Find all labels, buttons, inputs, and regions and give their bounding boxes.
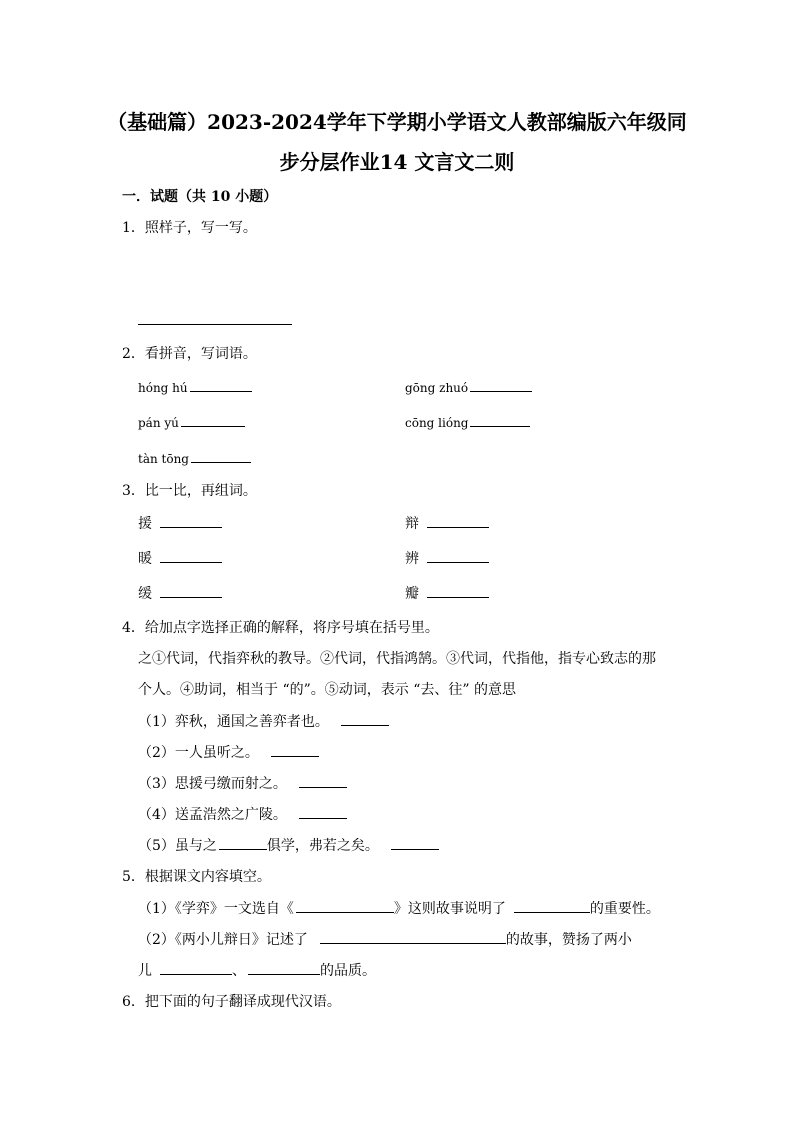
pinyin-item (138, 412, 245, 430)
answer-blank[interactable] (191, 448, 251, 463)
answer-blank[interactable] (470, 377, 532, 392)
answer-blank[interactable] (160, 960, 232, 975)
question-4-sub-5 (138, 835, 439, 855)
answer-blank[interactable] (427, 548, 489, 563)
sub-question-text: （1）弈秋，通国之善弈者也。 (138, 714, 329, 730)
pinyin-item (138, 448, 251, 466)
answer-blank[interactable] (296, 898, 394, 913)
document-title-line-1: （基础篇）2023-2024学年下学期小学语文人教部编版六年级同 (107, 110, 687, 134)
answer-blank[interactable] (320, 929, 506, 944)
compare-char: 瓣 (405, 586, 419, 602)
compare-char: 援 (138, 516, 152, 532)
compare-char-item (138, 513, 222, 533)
answer-blank[interactable] (160, 548, 222, 563)
sub-question-text: 俱学，弗若之矣。 (266, 838, 379, 854)
sub-question-text: （5）虽与之 (138, 838, 217, 854)
question-5-stem: 5．根据课文内容填空。 (122, 869, 271, 885)
question-5-line-2 (138, 929, 632, 949)
answer-blank[interactable] (219, 835, 267, 850)
compare-char-item (138, 583, 222, 603)
question-5-line-3 (138, 960, 376, 980)
question-2-stem: 2．看拼音，写词语。 (122, 346, 257, 362)
fill-text: （2）《两小儿辩日》记述了 (138, 932, 308, 948)
sub-question-text: （2）一人虽听之。 (138, 745, 259, 761)
question-4-sub-2 (138, 742, 319, 762)
answer-blank[interactable] (190, 377, 252, 392)
compare-char: 暖 (138, 551, 152, 567)
compare-char: 辨 (405, 551, 419, 567)
answer-blank[interactable] (271, 742, 319, 757)
question-6-stem: 6．把下面的句子翻译成现代汉语。 (122, 994, 341, 1010)
question-1-stem: 1．照样子，写一写。 (122, 220, 257, 236)
fill-text: （1）《学弈》一文选自《 (138, 901, 294, 917)
answer-blank[interactable] (160, 583, 222, 598)
question-4-stem: 4．给加点字选择正确的解释，将序号填在括号里。 (122, 620, 439, 636)
question-4-options-line-1: 之①代词，代指弈秋的教导。②代词，代指鸿鹄。③代词，代指他，指专心致志的那 (138, 651, 656, 667)
compare-char-item (405, 583, 489, 603)
compare-char-item (138, 548, 222, 568)
question-4-sub-4 (138, 804, 347, 824)
answer-blank[interactable] (470, 412, 530, 427)
pinyin-text: gōng zhuó (405, 381, 469, 395)
compare-char-item (405, 513, 489, 533)
fill-text: 儿 (138, 963, 152, 979)
fill-text: 的品质。 (320, 963, 376, 979)
answer-blank[interactable] (299, 773, 347, 788)
compare-char: 缓 (138, 586, 152, 602)
answer-blank[interactable] (299, 804, 347, 819)
fill-text: 、 (232, 963, 246, 979)
question-4-sub-3 (138, 773, 347, 793)
pinyin-item (138, 377, 252, 395)
pinyin-text: hóng hú (138, 381, 188, 395)
question-4-sub-1 (138, 711, 389, 731)
sub-question-text: （3）思援弓缴而射之。 (138, 776, 287, 792)
pinyin-text: pán yú (138, 416, 179, 430)
question-5-line-1 (138, 898, 660, 918)
section-heading: 一．试题（共 10 小题） (122, 189, 278, 205)
pinyin-item (405, 377, 532, 395)
answer-blank[interactable] (391, 835, 439, 850)
answer-blank[interactable] (181, 412, 245, 427)
answer-blank[interactable] (341, 711, 389, 726)
fill-text: 的重要性。 (589, 901, 660, 917)
question-4-options-line-2: 个人。④助词，相当于 “的”。⑤动词，表示 “去、往” 的意思 (138, 682, 516, 698)
question-3-stem: 3．比一比，再组词。 (122, 483, 257, 499)
answer-blank[interactable] (427, 513, 489, 528)
compare-char: 辩 (405, 516, 419, 532)
answer-blank[interactable] (514, 898, 590, 913)
answer-blank[interactable] (248, 960, 320, 975)
question-1-answer-line[interactable] (138, 314, 292, 325)
fill-text: 的故事，赞扬了两小 (505, 932, 632, 948)
answer-blank[interactable] (160, 513, 222, 528)
pinyin-text: cōng lióng (405, 416, 469, 430)
pinyin-item (405, 412, 530, 430)
pinyin-text: tàn tōng (138, 452, 189, 466)
document-title-line-2: 步分层作业14 文言文二则 (279, 150, 515, 174)
sub-question-text: （4）送孟浩然之广陵。 (138, 807, 287, 823)
compare-char-item (405, 548, 489, 568)
answer-blank[interactable] (427, 583, 489, 598)
fill-text: 》这则故事说明了 (393, 901, 506, 917)
